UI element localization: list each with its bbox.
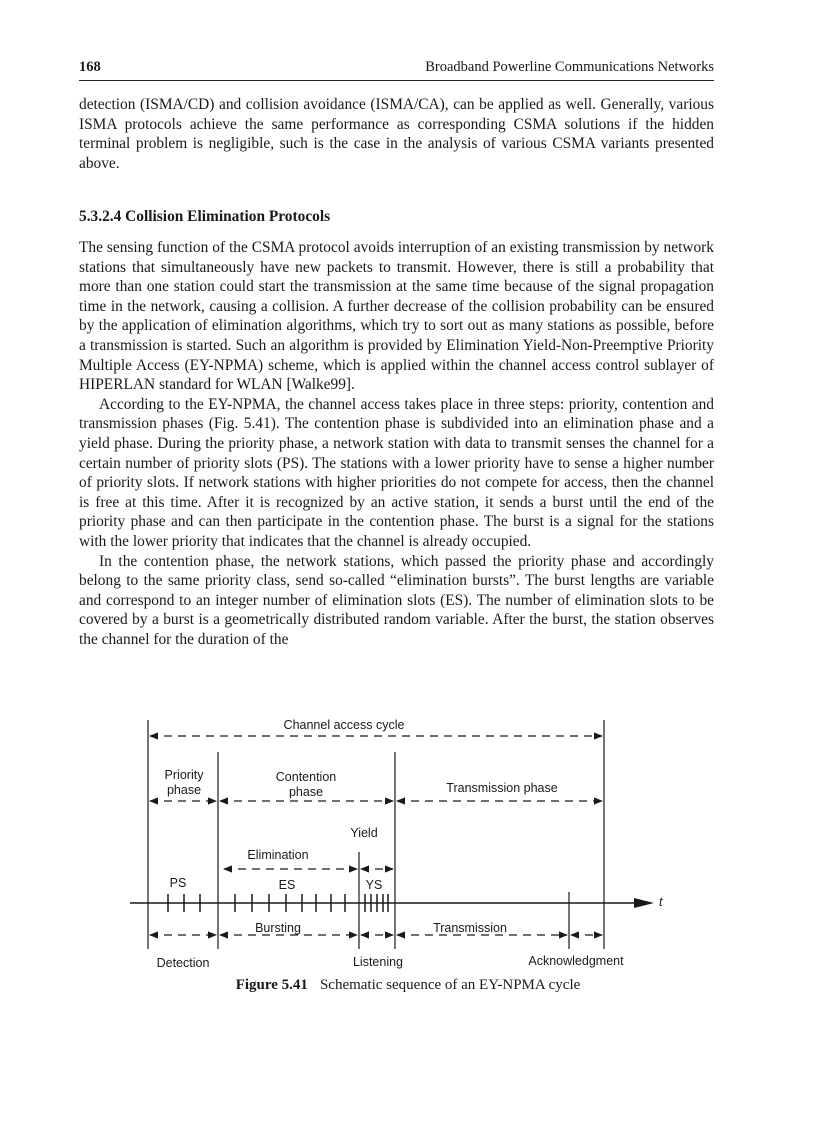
figure-caption: [0, 977, 816, 994]
label-acknowledgment: Acknowledgment: [528, 954, 624, 968]
ey-npma-diagram: [128, 712, 668, 977]
page-number: 168: [79, 59, 101, 75]
label-elimination: Elimination: [247, 848, 309, 862]
label-time: t: [659, 895, 663, 909]
label-listening: Listening: [352, 955, 404, 969]
paragraph-2: According to the EY-NPMA, the channel access takes place in three steps: priority, contention and transmission phases (Fig. 5.41). The contention phase is subdivided into an elimination phase and a yield phase. During the priority phase, a network station with data to transmit senses the channel for a certain number of priority slots (PS). The stations with a lower priority have to sense a higher number of priority slots. If network stations with higher priorities do not compete for access, then the channel is free at this time. After it is recognized by an active station, it sends a burst until the end of the priority phase and can then participate in the contention phase. The burst is a signal for the stations with the lower priority that indicates that the channel is already occupied.: [79, 395, 714, 550]
label-contention-1: Contention: [275, 770, 337, 784]
caption-label: Figure 5.41: [235, 977, 308, 993]
label-contention-2: phase: [288, 785, 324, 799]
time-axis: [130, 898, 654, 908]
running-header: [79, 58, 714, 81]
label-transmission: Transmission: [433, 921, 507, 935]
label-priority-1: Priority: [164, 768, 204, 782]
label-ps: PS: [169, 876, 187, 890]
label-transmission-phase: Transmission phase: [446, 781, 558, 795]
running-title: Broadband Powerline Communications Networks: [425, 59, 714, 75]
label-cycle: Channel access cycle: [283, 718, 405, 732]
section-heading: 5.3.2.4 Collision Elimination Protocols: [79, 208, 331, 225]
intro-paragraph-block: [79, 95, 714, 173]
body-text: [79, 238, 714, 649]
label-yield: Yield: [350, 826, 378, 840]
paragraph-intro: detection (ISMA/CD) and collision avoidance (ISMA/CA), can be applied as well. Generally, various ISMA protocols achieve the same performance as corresponding CSMA solutions if the hidden terminal problem is negligible, such is the case in the analysis of various CSMA variants presented above.: [79, 96, 714, 172]
paragraph-3: In the contention phase, the network stations, which passed the priority phase and accordingly belong to the same priority class, send so-called “elimination bursts”. The burst lengths are variable and correspond to an integer number of elimination slots (ES). The number of elimination slots to be covered by a burst is a geometrically distributed random variable. After the burst, the station observes the channel for the duration of the: [79, 552, 714, 648]
ey-npma-figure: [128, 712, 668, 977]
label-bursting: Bursting: [255, 921, 301, 935]
label-es: ES: [278, 878, 296, 892]
label-priority-2: phase: [166, 783, 202, 797]
caption-text: Schematic sequence of an EY-NPMA cycle: [319, 977, 581, 993]
label-detection: Detection: [156, 956, 210, 970]
label-ys: YS: [365, 878, 383, 892]
paragraph-1: The sensing function of the CSMA protocol avoids interruption of an existing transmission by network stations that simultaneously have new packets to transmit. However, there is still a probability that more than one station could start the transmission at the same time because of the signal propagation time in the network, causing a collision. A further decrease of the collision probability can be ensured by the application of elimination algorithms, which try to sort out as many stations as possible, before a transmission is started. Such an algorithm is provided by Elimination Yield-Non-Preemptive Priority Multiple Access (EY-NPMA) scheme, which is applied within the channel access control sublayer of HIPERLAN standard for WLAN [Walke99].: [79, 239, 714, 394]
